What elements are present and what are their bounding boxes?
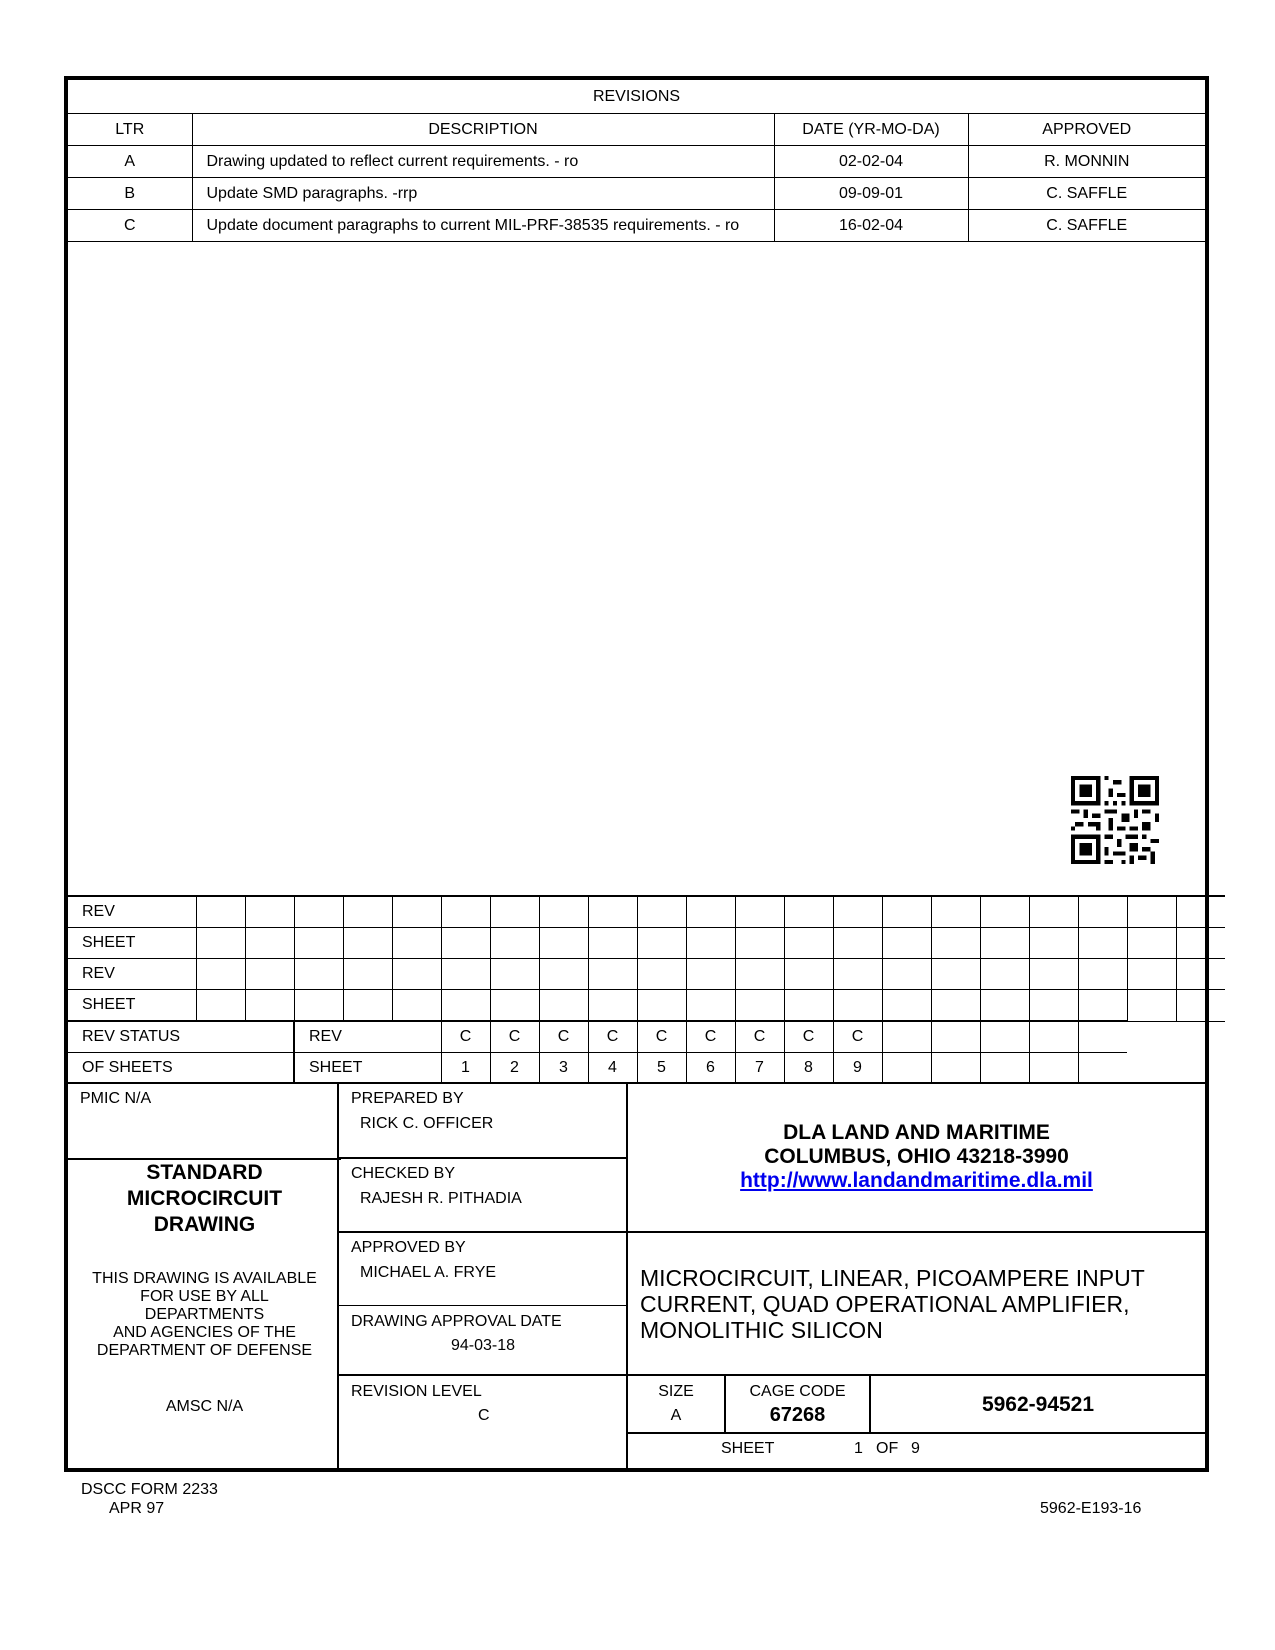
grid-rev-row (68, 959, 1225, 990)
grid-rev-row (68, 896, 1225, 928)
form-date: APR 97 (109, 1500, 165, 1517)
revision-description: Drawing updated to reflect current requirements. - ro (192, 146, 774, 178)
drawing-title-line: MICROCIRCUIT, LINEAR, PICOAMPERE INPUT (640, 1265, 1145, 1291)
prepared-by-cell (339, 1084, 628, 1159)
approval-date-value: 94-03-18 (451, 1337, 516, 1354)
drawing-title (640, 1265, 1145, 1343)
status-sheet: 3 (539, 1053, 588, 1084)
revision-approved: R. MONNIN (968, 146, 1205, 178)
status-rev: C (686, 1021, 735, 1053)
sheet-cell (628, 1434, 1205, 1470)
drawing-number: 5962-94521 (981, 1393, 1095, 1416)
status-sheet: 5 (637, 1053, 686, 1084)
drawing-title-cell (628, 1233, 1205, 1376)
revision-date: 09-09-01 (774, 178, 968, 210)
middle-column (337, 1084, 628, 1470)
approved-by-label: APPROVED BY (351, 1239, 466, 1256)
agency-address: COLUMBUS, OHIO 43218-3990 (764, 1145, 1069, 1168)
revision-date: 16-02-04 (774, 210, 968, 242)
approved-by-cell (339, 1233, 628, 1306)
status-sheet: 1 (441, 1053, 490, 1084)
revision-ltr: C (68, 210, 192, 242)
checked-by-label: CHECKED BY (351, 1165, 456, 1182)
sheet-label: SHEET (721, 1440, 775, 1457)
rev-status-row (68, 1021, 1225, 1053)
grid-sheet-row (68, 928, 1225, 959)
status-rev: C (784, 1021, 833, 1053)
cage-code-cell (724, 1376, 869, 1434)
title-line: DRAWING (153, 1213, 256, 1236)
size-value: A (670, 1407, 682, 1424)
revision-row (68, 146, 1205, 178)
revision-description: Update SMD paragraphs. -rrp (192, 178, 774, 210)
status-sheet: 4 (588, 1053, 637, 1084)
pmic-text: PMIC N/A (80, 1090, 152, 1107)
drawing-frame (64, 76, 1209, 1472)
size-cell (628, 1376, 724, 1434)
status-rev: C (588, 1021, 637, 1053)
qr-code-icon (1071, 776, 1159, 864)
status-rev-label: REV (294, 1021, 441, 1053)
status-sheet: 6 (686, 1053, 735, 1084)
of-sheets-label: OF SHEETS (68, 1053, 294, 1084)
agency-block (628, 1121, 1205, 1193)
revision-level-label: REVISION LEVEL (351, 1383, 482, 1400)
right-column (626, 1084, 1205, 1470)
grid-sheet-label: SHEET (68, 990, 196, 1022)
checked-by-cell (339, 1159, 628, 1233)
rev-status-label: REV STATUS (68, 1021, 294, 1053)
col-approved: APPROVED (968, 114, 1205, 146)
status-sheet: 7 (735, 1053, 784, 1084)
grid-rev-label: REV (68, 959, 196, 990)
agency-link[interactable]: http://www.landandmaritime.dla.mil (740, 1169, 1093, 1192)
revisions-heading: REVISIONS (68, 80, 1205, 114)
approval-date-label: DRAWING APPROVAL DATE (351, 1313, 562, 1330)
approval-date-cell (339, 1306, 628, 1376)
of-sheets-row (68, 1053, 1225, 1084)
status-rev: C (539, 1021, 588, 1053)
col-ltr: LTR (68, 114, 192, 146)
status-rev: C (490, 1021, 539, 1053)
cage-code-label: CAGE CODE (749, 1383, 846, 1400)
status-sheet: 2 (490, 1053, 539, 1084)
prepared-by-label: PREPARED BY (351, 1090, 464, 1107)
revision-row (68, 178, 1205, 210)
availability-line: THIS DRAWING IS AVAILABLE (92, 1270, 317, 1287)
form-number: DSCC FORM 2233 (81, 1481, 218, 1498)
approved-by-name: MICHAEL A. FRYE (360, 1264, 497, 1281)
document-code: 5962-E193-16 (1040, 1500, 1142, 1517)
revision-row (68, 210, 1205, 242)
checked-by-name: RAJESH R. PITHADIA (360, 1190, 522, 1207)
status-rev: C (735, 1021, 784, 1053)
revisions-header-row (68, 114, 1205, 146)
grid-rev-label: REV (68, 896, 196, 928)
availability-line: DEPARTMENT OF DEFENSE (96, 1342, 313, 1359)
col-date: DATE (YR-MO-DA) (774, 114, 968, 146)
revision-level-value: C (478, 1407, 490, 1424)
revision-approved: C. SAFFLE (968, 210, 1205, 242)
agency-cell (628, 1084, 1205, 1233)
revision-date: 02-02-04 (774, 146, 968, 178)
sheet-number: 1 (854, 1440, 863, 1457)
agency-name: DLA LAND AND MARITIME (783, 1121, 1050, 1144)
sheet-total: 9 (911, 1440, 920, 1457)
status-rev: C (637, 1021, 686, 1053)
standard-drawing-panel (68, 1158, 341, 1470)
left-column (68, 1084, 341, 1470)
col-description: DESCRIPTION (192, 114, 774, 146)
availability-line: DEPARTMENTS (144, 1306, 265, 1323)
revisions-table (68, 80, 1205, 242)
revision-ltr: A (68, 146, 192, 178)
size-label: SIZE (658, 1383, 694, 1400)
title-line: MICROCIRCUIT (126, 1187, 283, 1210)
availability-text (68, 1270, 341, 1360)
status-sheet: 9 (833, 1053, 882, 1084)
status-rev: C (441, 1021, 490, 1053)
revision-level-cell (339, 1376, 628, 1470)
grid-sheet-label: SHEET (68, 928, 196, 959)
availability-line: AND AGENCIES OF THE (113, 1324, 296, 1341)
status-rev: C (833, 1021, 882, 1053)
status-sheet-label: SHEET (294, 1053, 441, 1084)
title-block (68, 1082, 1205, 1470)
cage-code-value: 67268 (769, 1404, 826, 1426)
rev-status-grid (68, 895, 1225, 1084)
revision-approved: C. SAFFLE (968, 178, 1205, 210)
drawing-title-line: CURRENT, QUAD OPERATIONAL AMPLIFIER, (640, 1291, 1130, 1317)
revision-description: Update document paragraphs to current MIL-PRF-38535 requirements. - ro (192, 210, 774, 242)
title-line: STANDARD (146, 1161, 263, 1184)
revision-ltr: B (68, 178, 192, 210)
availability-line: FOR USE BY ALL (140, 1288, 269, 1305)
status-sheet: 8 (784, 1053, 833, 1084)
form-info (81, 1480, 218, 1518)
grid-sheet-row (68, 990, 1225, 1022)
prepared-by-name: RICK C. OFFICER (360, 1115, 494, 1132)
amsc-text: AMSC N/A (165, 1398, 244, 1415)
drawing-number-cell (869, 1376, 1205, 1434)
drawing-title-line: MONOLITHIC SILICON (640, 1317, 883, 1343)
of-label: OF (876, 1440, 899, 1457)
standard-drawing-title (68, 1160, 341, 1238)
